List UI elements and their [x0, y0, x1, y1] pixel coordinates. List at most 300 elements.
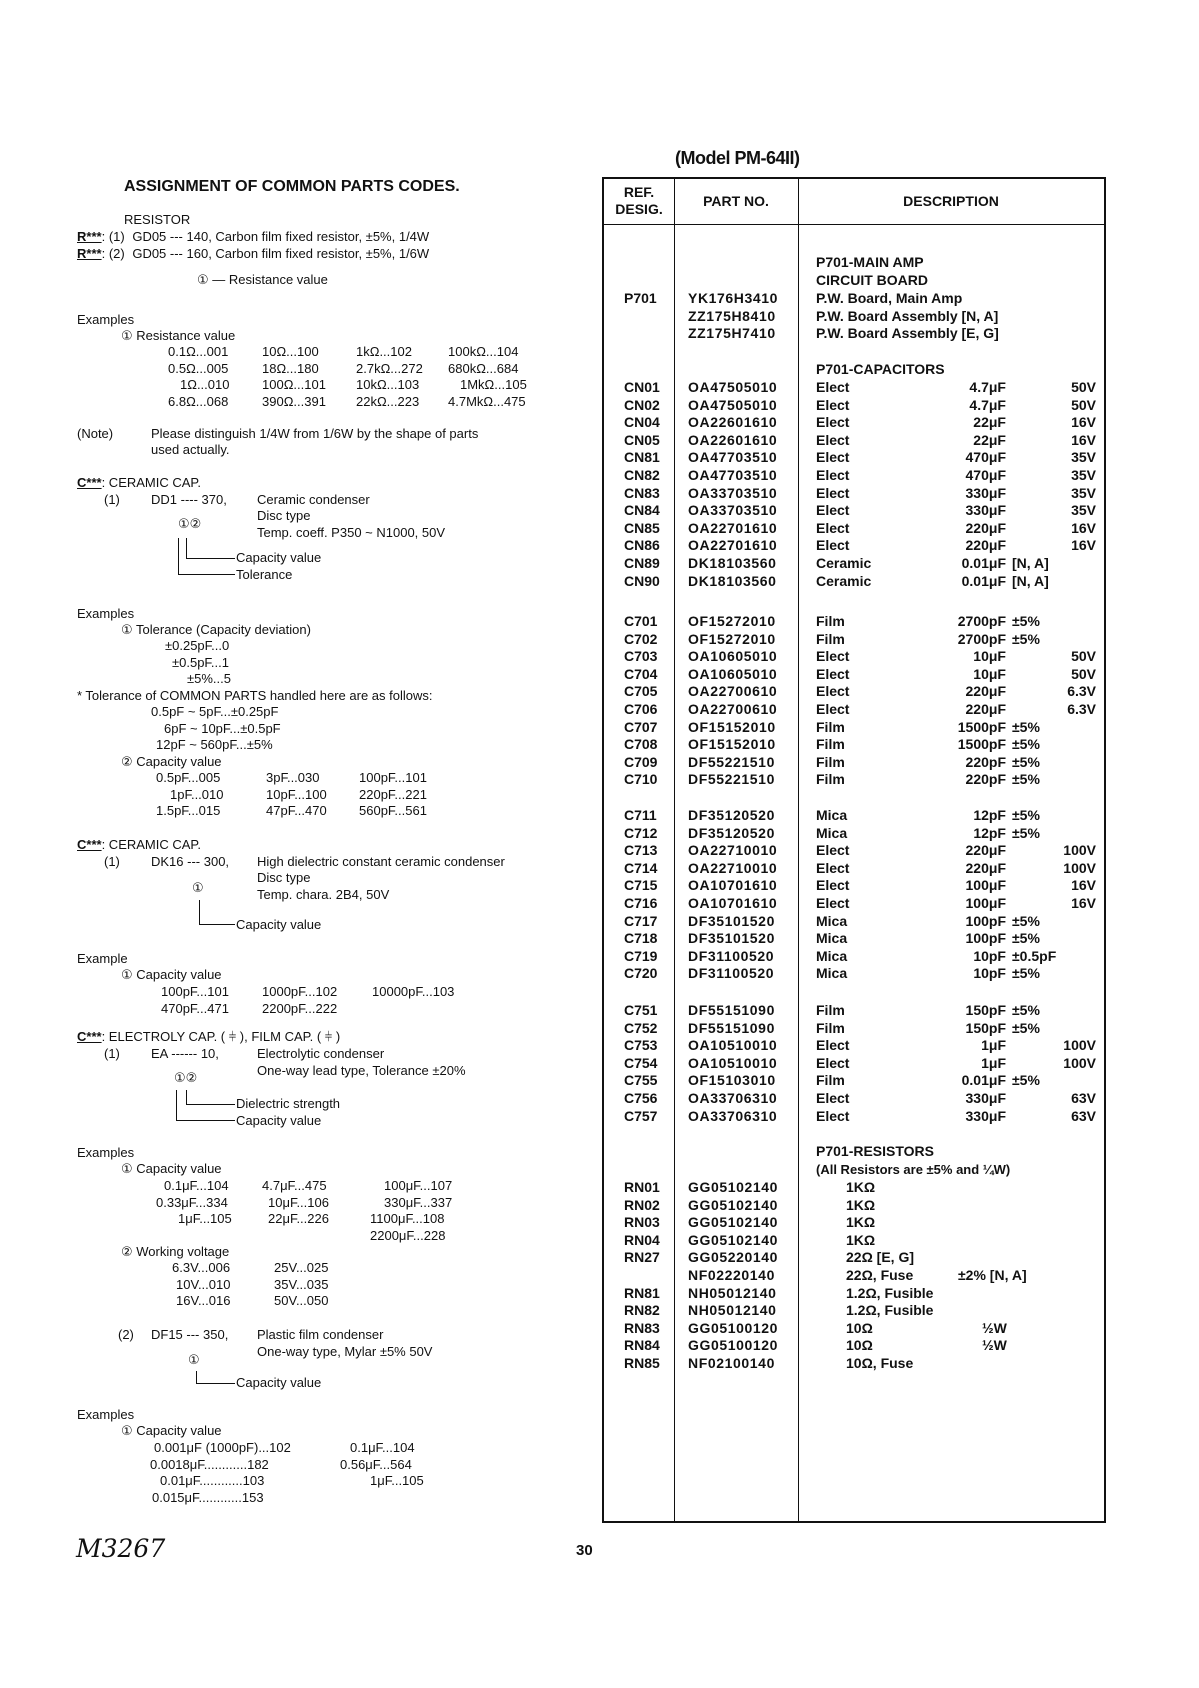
cap-value: 1500pF [957, 718, 1006, 735]
ceramic2-partcode: DK16 --- 300, [151, 854, 230, 869]
board-row [602, 308, 1106, 326]
cap-type: Elect [816, 1037, 850, 1054]
cap-tolerance: ±5% [1012, 930, 1040, 947]
cap-value: 10pF [973, 947, 1006, 964]
part-no: NF02220140 [688, 1267, 775, 1283]
cap-value: 220pF [965, 771, 1006, 788]
cap-tolerance: [N, A] [1012, 572, 1049, 589]
capacitor-row [602, 771, 1106, 789]
ceramic1-cap-label: ② Capacity value [121, 754, 222, 769]
capacitor-row [602, 613, 1106, 631]
part-no: NH05012140 [688, 1284, 777, 1301]
section-resistors-note: (All Resistors are ±5% and ¼W) [816, 1162, 1011, 1177]
cap-tolerance: ±5% [1012, 736, 1040, 753]
cap-value: 100pF [965, 930, 1006, 947]
cap-voltage: 35V [1071, 449, 1096, 466]
capacitor-row [602, 701, 1106, 719]
cap-value: 0.01μF [961, 572, 1006, 589]
part-no: GG05102140 [688, 1179, 779, 1195]
cap-tolerance: ±5% [1012, 1002, 1040, 1018]
electro-examples-label: Examples [77, 1145, 135, 1160]
section-main-amp-1: P701-MAIN AMP [816, 254, 924, 270]
part-no: GG05102140 [688, 1196, 779, 1213]
ref-desig: RN04 [624, 1231, 660, 1248]
part-no: OA22701610 [688, 519, 778, 536]
cap-type: Mica [816, 807, 848, 823]
part-no: GG05220140 [688, 1249, 779, 1266]
cap-type: Elect [816, 519, 850, 536]
electro-num2: (2) [118, 1327, 134, 1342]
cap-value: 22μF [973, 414, 1006, 431]
resistor-row [602, 1214, 1106, 1232]
cap-tolerance: [N, A] [1012, 555, 1049, 571]
ref-desig: CN02 [624, 396, 660, 413]
cap-type: Film [816, 1072, 845, 1089]
resistor-extra: ½W [982, 1319, 1007, 1336]
cap-tolerance: ±5% [1012, 824, 1040, 841]
resistor-value: 1.2Ω, Fusible [846, 1302, 934, 1319]
cap-type: Elect [816, 1054, 850, 1071]
part-no: ZZ175H8410 [688, 307, 776, 324]
cap-value: 1500pF [957, 736, 1006, 753]
ref-desig: C707 [624, 718, 658, 735]
cap-voltage: 100V [1063, 859, 1096, 876]
electro-desc-1: Electrolytic condenser [257, 1046, 385, 1061]
ref-desig: C702 [624, 630, 658, 647]
resistor-row [602, 1179, 1106, 1197]
part-no: OA33703510 [688, 502, 778, 519]
ref-desig: C703 [624, 648, 658, 665]
resistor-row [602, 1249, 1106, 1267]
part-no: NH05012140 [688, 1302, 777, 1319]
ref-desig: CN83 [624, 484, 660, 501]
ref-desig: C719 [624, 947, 658, 964]
part-no: DF35120520 [688, 807, 775, 823]
cap-voltage: 50V [1071, 665, 1096, 682]
cap-type: Elect [816, 414, 850, 431]
cap-type: Elect [816, 396, 850, 413]
cap-voltage: 6.3V [1067, 701, 1096, 717]
ceramic1-tol-2: ±0.5pF...1 [172, 655, 230, 670]
ref-desig: C701 [624, 613, 658, 629]
ceramic2-cap-label: ① Capacity value [121, 967, 222, 982]
cap-tolerance: ±5% [1012, 630, 1040, 647]
part-no: OA10701610 [688, 895, 778, 911]
cap-voltage: 63V [1071, 1107, 1096, 1124]
capacitor-row [602, 1055, 1106, 1073]
cap-value: 100μF [965, 877, 1006, 894]
cap-value: 10μF [973, 665, 1006, 682]
cap-value: 330μF [965, 484, 1006, 501]
ceramic1-star-note: * Tolerance of COMMON PARTS handled here are as follows: [77, 688, 433, 703]
cap-tolerance: ±5% [1012, 912, 1040, 929]
cap-tolerance: ±5% [1012, 1019, 1040, 1036]
cap-type: Film [816, 771, 845, 788]
resistor-values-grid: 0.1Ω...001 10Ω...100 1kΩ...102 100kΩ...104 0.5Ω...005 18Ω...180 2.7kΩ...272 680kΩ...684 1Ω...010 100Ω...101 10kΩ...103 1MkΩ...105 6.8Ω...068 390Ω...391 22kΩ...223 4.7MkΩ...475 [168, 344, 527, 409]
part-no: DF55221510 [688, 771, 775, 788]
cap-value: 150pF [965, 1002, 1006, 1018]
resistor-row [602, 1355, 1106, 1373]
cap-voltage: 100V [1063, 1054, 1096, 1071]
capacitor-row [602, 520, 1106, 538]
capacitor-row [602, 414, 1106, 432]
cap-type: Elect [816, 701, 850, 717]
cap-voltage: 16V [1071, 537, 1096, 554]
cap-voltage: 100V [1063, 1037, 1096, 1054]
cap-type: Mica [816, 912, 848, 929]
cap-type: Elect [816, 895, 850, 911]
capacitor-row [602, 842, 1106, 860]
capacitor-row [602, 555, 1106, 573]
cap-type: Film [816, 630, 845, 647]
cap-voltage: 6.3V [1067, 683, 1096, 700]
resistor-value: 1KΩ [846, 1196, 876, 1213]
part-no: DF31100520 [688, 947, 775, 964]
ceramic2-heading: C***: CERAMIC CAP. [77, 837, 202, 852]
ref-desig: RN02 [624, 1196, 660, 1213]
ref-desig: CN89 [624, 555, 660, 571]
part-no: OA22710010 [688, 859, 778, 876]
ceramic2-bracket [199, 900, 235, 925]
electro-cap2-label: ① Capacity value [121, 1423, 222, 1438]
ceramic1-legend-1: Capacity value [236, 550, 322, 565]
model-title: (Model PM-64II) [675, 148, 800, 168]
cap-value: 330μF [965, 1090, 1006, 1106]
part-no: OF15152010 [688, 718, 776, 735]
part-no: DK18103560 [688, 572, 777, 589]
part-no: OA22710010 [688, 842, 778, 859]
description: P.W. Board Assembly [E, G] [816, 325, 999, 342]
cap-voltage: 50V [1071, 396, 1096, 413]
ceramic1-examples-label: Examples [77, 606, 135, 621]
part-no: OA47703510 [688, 449, 778, 466]
part-no: GG05102140 [688, 1231, 779, 1248]
resistor-value: 1KΩ [846, 1214, 876, 1231]
ceramic2-circle: ① [192, 880, 204, 895]
cap-value: 220μF [965, 859, 1006, 876]
cap-value: 220pF [965, 753, 1006, 770]
capacitor-row [602, 449, 1106, 467]
electro-cap-grid: 0.1μF...104 4.7μF...475 100μF...107 0.33μF...334 10μF...106 330μF...337 1μF...105 22μF...226 1100μF...108 2200μF...228 [156, 1178, 453, 1243]
part-no: OA10510010 [688, 1037, 778, 1054]
electro-volt-label: ② Working voltage [121, 1244, 230, 1259]
resistor-examples-label: Examples [77, 312, 135, 327]
ceramic1-tol-label: ① Tolerance (Capacity deviation) [121, 622, 311, 637]
part-no: OA47505010 [688, 396, 778, 413]
part-no: OA33706310 [688, 1090, 778, 1106]
cap-value: 0.01μF [961, 555, 1006, 571]
resistor-row [602, 1267, 1106, 1285]
electro-heading: C***: ELECTROLY CAP. ( ⫩ ), FILM CAP. ( ⫩ ) [77, 1029, 341, 1044]
ref-desig: C751 [624, 1002, 658, 1018]
ref-desig: CN84 [624, 502, 660, 519]
resistor-value: 1.2Ω, Fusible [846, 1284, 934, 1301]
cap-tolerance: ±5% [1012, 613, 1040, 629]
resistor-row [602, 1320, 1106, 1338]
cap-value: 470μF [965, 449, 1006, 466]
ref-desig: C705 [624, 683, 658, 700]
ceramic1-desc-1: Ceramic condenser [257, 492, 370, 507]
cap-value: 4.7μF [969, 396, 1006, 413]
ref-desig: C709 [624, 753, 658, 770]
part-no: OA10701610 [688, 877, 778, 894]
header-ref: REF. DESIG. [615, 184, 663, 217]
section-resistors: P701-RESISTORS [816, 1143, 935, 1159]
electro-partcode2: DF15 --- 350, [151, 1327, 229, 1342]
cap-voltage: 16V [1071, 895, 1096, 911]
part-no: GG05100120 [688, 1319, 779, 1336]
cap-type: Elect [816, 859, 850, 876]
capacitor-row [602, 683, 1106, 701]
left-title: ASSIGNMENT OF COMMON PARTS CODES. [124, 178, 460, 195]
cap-value: 220μF [965, 683, 1006, 700]
electro-cap-label: ① Capacity value [121, 1161, 222, 1176]
header-desc: DESCRIPTION [903, 193, 999, 209]
cap-value: 470μF [965, 467, 1006, 483]
ref-desig: C710 [624, 771, 658, 788]
part-no: OA22601610 [688, 431, 778, 448]
part-no: DK18103560 [688, 555, 777, 571]
cap-type: Ceramic [816, 555, 872, 571]
ceramic2-desc-1: High dielectric constant ceramic condenser [257, 854, 505, 869]
cap-voltage: 16V [1071, 877, 1096, 894]
note-label: (Note) [77, 426, 114, 441]
part-no: OA22601610 [688, 414, 778, 431]
resistor-value: 1KΩ [846, 1231, 876, 1248]
cap-value: 2700pF [957, 630, 1006, 647]
ref-desig: C755 [624, 1072, 658, 1089]
cap-voltage: 50V [1071, 648, 1096, 665]
part-no: YK176H3410 [688, 290, 779, 306]
cap-voltage: 63V [1071, 1090, 1096, 1106]
cap-type: Film [816, 613, 845, 629]
resistor-value: 10Ω, Fuse [846, 1355, 914, 1371]
board-row [602, 325, 1106, 343]
cap-tolerance: ±5% [1012, 1072, 1040, 1089]
ceramic1-desc-2: Disc type [257, 508, 311, 523]
cap-value: 4.7μF [969, 379, 1006, 395]
ref-desig: C704 [624, 665, 658, 682]
resistor-row [602, 1232, 1106, 1250]
cap-value: 220μF [965, 701, 1006, 717]
ceramic1-star-1: 0.5pF ~ 5pF...±0.25pF [151, 704, 279, 719]
cap-value: 1μF [981, 1054, 1006, 1071]
cap-type: Elect [816, 467, 850, 483]
part-no: GG05100120 [688, 1337, 779, 1354]
capacitor-row [602, 432, 1106, 450]
electro-bracket-c [196, 1371, 235, 1384]
ref-desig: C712 [624, 824, 658, 841]
ref-desig: P701 [624, 290, 657, 306]
resistor-row [602, 1302, 1106, 1320]
ref-desig: C716 [624, 895, 658, 911]
cap-type: Film [816, 736, 845, 753]
electro-volt-grid: 6.3V...006 25V...025 10V...010 35V...035 16V...016 50V...050 [172, 1260, 329, 1308]
ref-desig: CN05 [624, 431, 660, 448]
part-no: ZZ175H7410 [688, 325, 776, 342]
part-no: OF15103010 [688, 1072, 776, 1089]
description: P.W. Board Assembly [N, A] [816, 307, 999, 324]
electro-desc2-2: One-way type, Mylar ±5% 50V [257, 1344, 433, 1359]
cap-value: 330μF [965, 1107, 1006, 1124]
ceramic1-heading: C***: CERAMIC CAP. [77, 475, 202, 490]
capacitor-row [602, 895, 1106, 913]
ref-desig: C757 [624, 1107, 658, 1124]
cap-value: 330μF [965, 502, 1006, 519]
cap-type: Elect [816, 379, 850, 395]
part-no: GG05102140 [688, 1214, 779, 1231]
part-no: OA10605010 [688, 665, 778, 682]
capacitor-row [602, 965, 1106, 983]
resistor-extra: ±2% [N, A] [958, 1267, 1027, 1283]
ref-desig: C711 [624, 807, 657, 823]
ref-desig: C713 [624, 842, 658, 859]
cap-type: Elect [816, 683, 850, 700]
ref-desig: CN86 [624, 537, 660, 554]
cap-tolerance: ±5% [1012, 771, 1040, 788]
electro-desc2-1: Plastic film condenser [257, 1327, 384, 1342]
ref-desig: C753 [624, 1037, 658, 1054]
part-no: OF15272010 [688, 630, 776, 647]
capacitor-row [602, 1072, 1106, 1090]
capacitor-row [602, 860, 1106, 878]
capacitor-row [602, 467, 1106, 485]
cap-type: Film [816, 1019, 845, 1036]
ref-desig: RN27 [624, 1249, 660, 1266]
ref-desig: C718 [624, 930, 658, 947]
cap-type: Mica [816, 930, 848, 947]
cap-voltage: 16V [1071, 431, 1096, 448]
section-main-amp-2: CIRCUIT BOARD [816, 272, 928, 288]
part-no: OA10510010 [688, 1054, 778, 1071]
ceramic2-desc-2: Disc type [257, 870, 311, 885]
electro-cap2-grid: 0.001μF (1000pF)...102 0.1μF...104 0.0018μF............182 0.56μF...564 0.01μF............103 1μF...105 0.015μF............153 [150, 1440, 424, 1505]
capacitor-row [602, 537, 1106, 555]
ceramic1-star-3: 12pF ~ 560pF...±5% [156, 737, 273, 752]
cap-tolerance: ±0.5pF [1012, 947, 1057, 964]
cap-type: Elect [816, 877, 850, 894]
ref-desig: CN81 [624, 449, 660, 466]
capacitor-row [602, 719, 1106, 737]
part-no: DF35101520 [688, 930, 775, 947]
cap-type: Elect [816, 449, 850, 466]
part-no: DF35101520 [688, 912, 775, 929]
capacitor-row [602, 1090, 1106, 1108]
ref-desig: RN81 [624, 1284, 660, 1301]
resistor-value: 10Ω [846, 1337, 873, 1354]
cap-type: Mica [816, 965, 848, 982]
cap-value: 12pF [973, 807, 1006, 823]
ref-desig: RN03 [624, 1214, 660, 1231]
resistor-line-1: R***: (1) GD05 --- 140, Carbon film fixed resistor, ±5%, 1/4W [77, 229, 430, 244]
part-no: OA33706310 [688, 1107, 778, 1124]
page-number: 30 [576, 1542, 593, 1559]
part-no: DF55221510 [688, 753, 775, 770]
ceramic1-bracket-b [178, 538, 235, 575]
description: P.W. Board, Main Amp [816, 290, 963, 306]
ref-desig: RN82 [624, 1302, 660, 1319]
capacitor-row [602, 1037, 1106, 1055]
cap-tolerance: ±5% [1012, 718, 1040, 735]
resistor-legend: ① — Resistance value [197, 272, 328, 287]
cap-voltage: 35V [1071, 467, 1096, 483]
cap-type: Ceramic [816, 572, 872, 589]
part-no: OA33703510 [688, 484, 778, 501]
ref-desig: C717 [624, 912, 658, 929]
capacitor-row [602, 754, 1106, 772]
part-no: OA47505010 [688, 379, 778, 395]
ref-desig: C752 [624, 1019, 658, 1036]
resistor-line-2: R***: (2) GD05 --- 160, Carbon film fixed resistor, ±5%, 1/6W [77, 246, 430, 261]
cap-type: Elect [816, 1107, 850, 1124]
cap-tolerance: ±5% [1012, 965, 1040, 982]
resistor-row [602, 1337, 1106, 1355]
resistor-row [602, 1197, 1106, 1215]
cap-value: 220μF [965, 519, 1006, 536]
ceramic1-desc-3: Temp. coeff. P350 ~ N1000, 50V [257, 525, 446, 540]
capacitor-row [602, 397, 1106, 415]
part-no: OF15272010 [688, 613, 776, 629]
section-capacitors: P701-CAPACITORS [816, 361, 945, 377]
cap-voltage: 50V [1071, 379, 1096, 395]
ref-desig: C708 [624, 736, 658, 753]
cap-type: Elect [816, 1090, 850, 1106]
electro-legend-2: Capacity value [236, 1113, 322, 1128]
part-no: DF55151090 [688, 1002, 775, 1018]
capacitor-row [602, 573, 1106, 591]
resistor-row [602, 1285, 1106, 1303]
cap-tolerance: ±5% [1012, 753, 1040, 770]
cap-voltage: 100V [1063, 842, 1096, 859]
part-no: NF02100140 [688, 1355, 775, 1371]
ref-desig: C706 [624, 701, 658, 717]
capacitor-row [602, 485, 1106, 503]
ceramic1-partcode: DD1 ---- 370, [151, 492, 227, 507]
ceramic2-cap-grid: 100pF...101 1000pF...102 10000pF...103 470pF...471 2200pF...222 [161, 984, 455, 1016]
ref-desig: CN82 [624, 467, 660, 483]
cap-type: Mica [816, 947, 848, 964]
capacitor-row [602, 502, 1106, 520]
cap-value: 12pF [973, 824, 1006, 841]
capacitor-row [602, 631, 1106, 649]
cap-voltage: 16V [1071, 414, 1096, 431]
ceramic2-examples-label: Example [77, 951, 128, 966]
header-part: PART NO. [703, 193, 769, 209]
cap-value: 10μF [973, 648, 1006, 665]
capacitor-row [602, 379, 1106, 397]
resistor-heading: RESISTOR [124, 212, 191, 227]
cap-type: Elect [816, 502, 850, 519]
ref-desig: CN04 [624, 414, 660, 431]
part-no: OA22700610 [688, 701, 778, 717]
cap-type: Film [816, 1002, 845, 1018]
ref-desig: C715 [624, 877, 658, 894]
cap-type: Elect [816, 484, 850, 501]
cap-type: Mica [816, 824, 848, 841]
cap-voltage: 35V [1071, 502, 1096, 519]
electro-circles: ①② [174, 1070, 198, 1085]
capacitor-row [602, 666, 1106, 684]
ref-desig: RN84 [624, 1337, 660, 1354]
cap-value: 10pF [973, 965, 1006, 982]
cap-tolerance: ±5% [1012, 807, 1040, 823]
cap-value: 2700pF [957, 613, 1006, 629]
handwriting: M3267 [76, 1534, 166, 1563]
ceramic1-tol-1: ±0.25pF...0 [165, 638, 230, 653]
part-no: OA10605010 [688, 648, 778, 665]
part-no: OA22701610 [688, 537, 778, 554]
capacitor-row [602, 948, 1106, 966]
